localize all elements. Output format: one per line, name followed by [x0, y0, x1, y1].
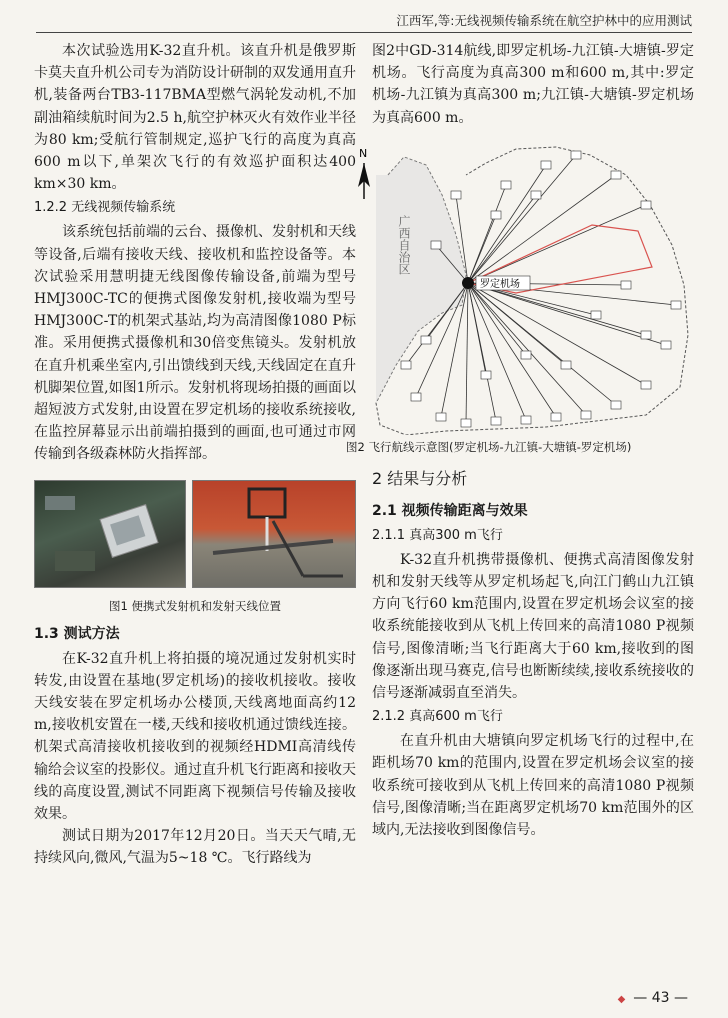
town-marker — [451, 191, 461, 199]
route-line — [468, 283, 586, 415]
paragraph: 该系统包括前端的云台、摄像机、发射机和天线等设备,后端有接收天线、接收机和监控设备等。本次试验采用慧明捷无线图像传输设备,前端为型号HMJ300C-TC的便携式图像发射机,接收端为型号HMJ300C-T的机架式基站,均为高清图像1080 P标准。采用便携式摄像机和30倍变焦镜头。发射机放在直升机乘坐室内,引出馈线到天线,天线固定在直升机脚架位置,如图1所示。发射机将现场拍摄的画面以超短波方式发射,由设置在罗定机场的接收系统接收,在监控屏幕显示出前端拍摄到的画面,也可通过市网传输到各级森林防火指挥部。 — [34, 224, 356, 463]
left-column — [34, 40, 356, 870]
route-line — [466, 283, 468, 423]
running-header — [36, 10, 692, 33]
section-heading-2: 2 结果与分析 — [372, 468, 468, 488]
town-marker — [611, 401, 621, 409]
photo-portable-transmitter — [34, 480, 186, 588]
figure-2-caption: 图2 飞行航线示意图(罗定机场-九江镇-大塘镇-罗定机场) — [346, 439, 632, 454]
route-map-svg — [346, 135, 694, 435]
page-number: ◆ — 43 — — [617, 990, 688, 1006]
route-line — [468, 283, 646, 335]
section-heading-1-2-2: 1.2.2 无线视频传输系统 — [34, 200, 176, 216]
town-marker — [661, 341, 671, 349]
route-line — [468, 283, 526, 355]
town-marker — [521, 416, 531, 424]
section-heading-2-1-1: 2.1.1 真高300 m飞行 — [372, 527, 503, 543]
town-marker — [541, 161, 551, 169]
town-marker — [641, 331, 651, 339]
town-marker — [561, 361, 571, 369]
route-line — [468, 283, 646, 385]
photo-transmitter-drawing — [35, 481, 185, 587]
north-arrow-icon — [358, 163, 370, 199]
right-column — [346, 40, 694, 841]
paragraph: 在K-32直升机上将拍摄的境况通过发射机实时转发,由设置在基地(罗定机场)的接收机接收。接收天线安装在罗定机场办公楼顶,天线离地面高约12 m,接收机安置在一楼,天线和接收机通过馈线连接。机架式高清接收机接收到的视频经HDMI高清线传输给会议室的投影仪。通过直升机飞行距离和接收天线的高度设置,测试不同距离下视频信号传输及接收效果。 — [34, 650, 356, 823]
town-marker — [531, 191, 541, 199]
town-marker — [491, 417, 501, 425]
town-marker — [641, 381, 651, 389]
figure-2-route-map — [346, 135, 694, 435]
north-label: N — [359, 146, 368, 160]
route-line — [468, 283, 666, 345]
paragraph: 本次试验选用K-32直升机。该直升机是俄罗斯卡莫夫直升机公司专为消防设计研制的双发通用直升机,装备两台TB3-117BMA型燃气涡轮发动机,不加副油箱续航时间为2.5 h,航空护林灭火有效作业半径为80 km;受航行管制规定,巡护飞行的高度为真高600 m以下,单架次飞行的有效巡护面积达400 km×30 km。 — [34, 43, 356, 193]
town-marker — [581, 411, 591, 419]
airport-label: 罗定机场 — [480, 278, 520, 290]
photo-antenna-drawing — [193, 481, 355, 587]
section-heading-1-3: 1.3 测试方法 — [34, 625, 120, 642]
route-line — [468, 155, 576, 283]
town-marker — [501, 181, 511, 189]
town-marker — [481, 371, 491, 379]
town-marker — [436, 413, 446, 421]
paragraph: K-32直升机携带摄像机、便携式高清图像发射机和发射天线等从罗定机场起飞,向江门鹤山九江镇方向飞行60 km范围内,设置在罗定机场会议室的接收系统能接收到从飞机上传回来的高清1080 P视频信号,图像清晰;当飞行距离大于60 km,接收到的图像逐渐出现马赛克,信号也断断续续,接收系统接收的信号逐渐减弱直至消失。 — [372, 551, 694, 702]
section-heading-2-1: 2.1 视频传输距离与效果 — [372, 502, 528, 519]
section-heading-2-1-2: 2.1.2 真高600 m飞行 — [372, 709, 503, 725]
town-marker — [611, 171, 621, 179]
diamond-icon: ◆ — [617, 994, 626, 1005]
paragraph: 在直升机由大塘镇向罗定机场飞行的过程中,在距机场70 km的范围内,设置在罗定机场会议室的接收系统可接收到从飞机上传回来的高清1080 P视频信号,图像清晰;当在距离罗定机场70 km范围外的区域内,无法接收到图像信号。 — [372, 733, 694, 839]
running-title: 江西军,等:无线视频传输系统在航空护林中的应用测试 — [396, 13, 692, 28]
paragraph: 图2中GD-314航线,即罗定机场-九江镇-大塘镇-罗定机场。飞行高度为真高300 m和600 m,其中:罗定机场-九江镇为真高300 m;九江镇-大塘镇-罗定机场为真高600 m。 — [372, 43, 694, 126]
town-marker — [431, 241, 441, 249]
route-line — [468, 283, 526, 420]
town-marker — [621, 281, 631, 289]
route-line — [468, 195, 536, 283]
town-marker — [521, 351, 531, 359]
town-marker — [591, 311, 601, 319]
photo-antenna-position — [192, 480, 356, 588]
town-marker — [551, 413, 561, 421]
paragraph: 测试日期为2017年12月20日。当天天气晴,无持续风向,微风,气温为5~18 ℃。飞行路线为 — [34, 828, 356, 867]
airport-marker-icon — [462, 277, 474, 289]
town-marker — [401, 361, 411, 369]
figure-1 — [34, 480, 356, 590]
figure-1-caption: 图1 便携式发射机和发射天线位置 — [109, 598, 281, 613]
town-marker — [491, 211, 501, 219]
town-marker — [641, 201, 651, 209]
town-marker — [571, 151, 581, 159]
town-marker — [461, 419, 471, 427]
town-marker — [421, 336, 431, 344]
region-label: 广西自治区 — [397, 214, 411, 275]
town-marker — [671, 301, 681, 309]
town-marker — [411, 393, 421, 401]
